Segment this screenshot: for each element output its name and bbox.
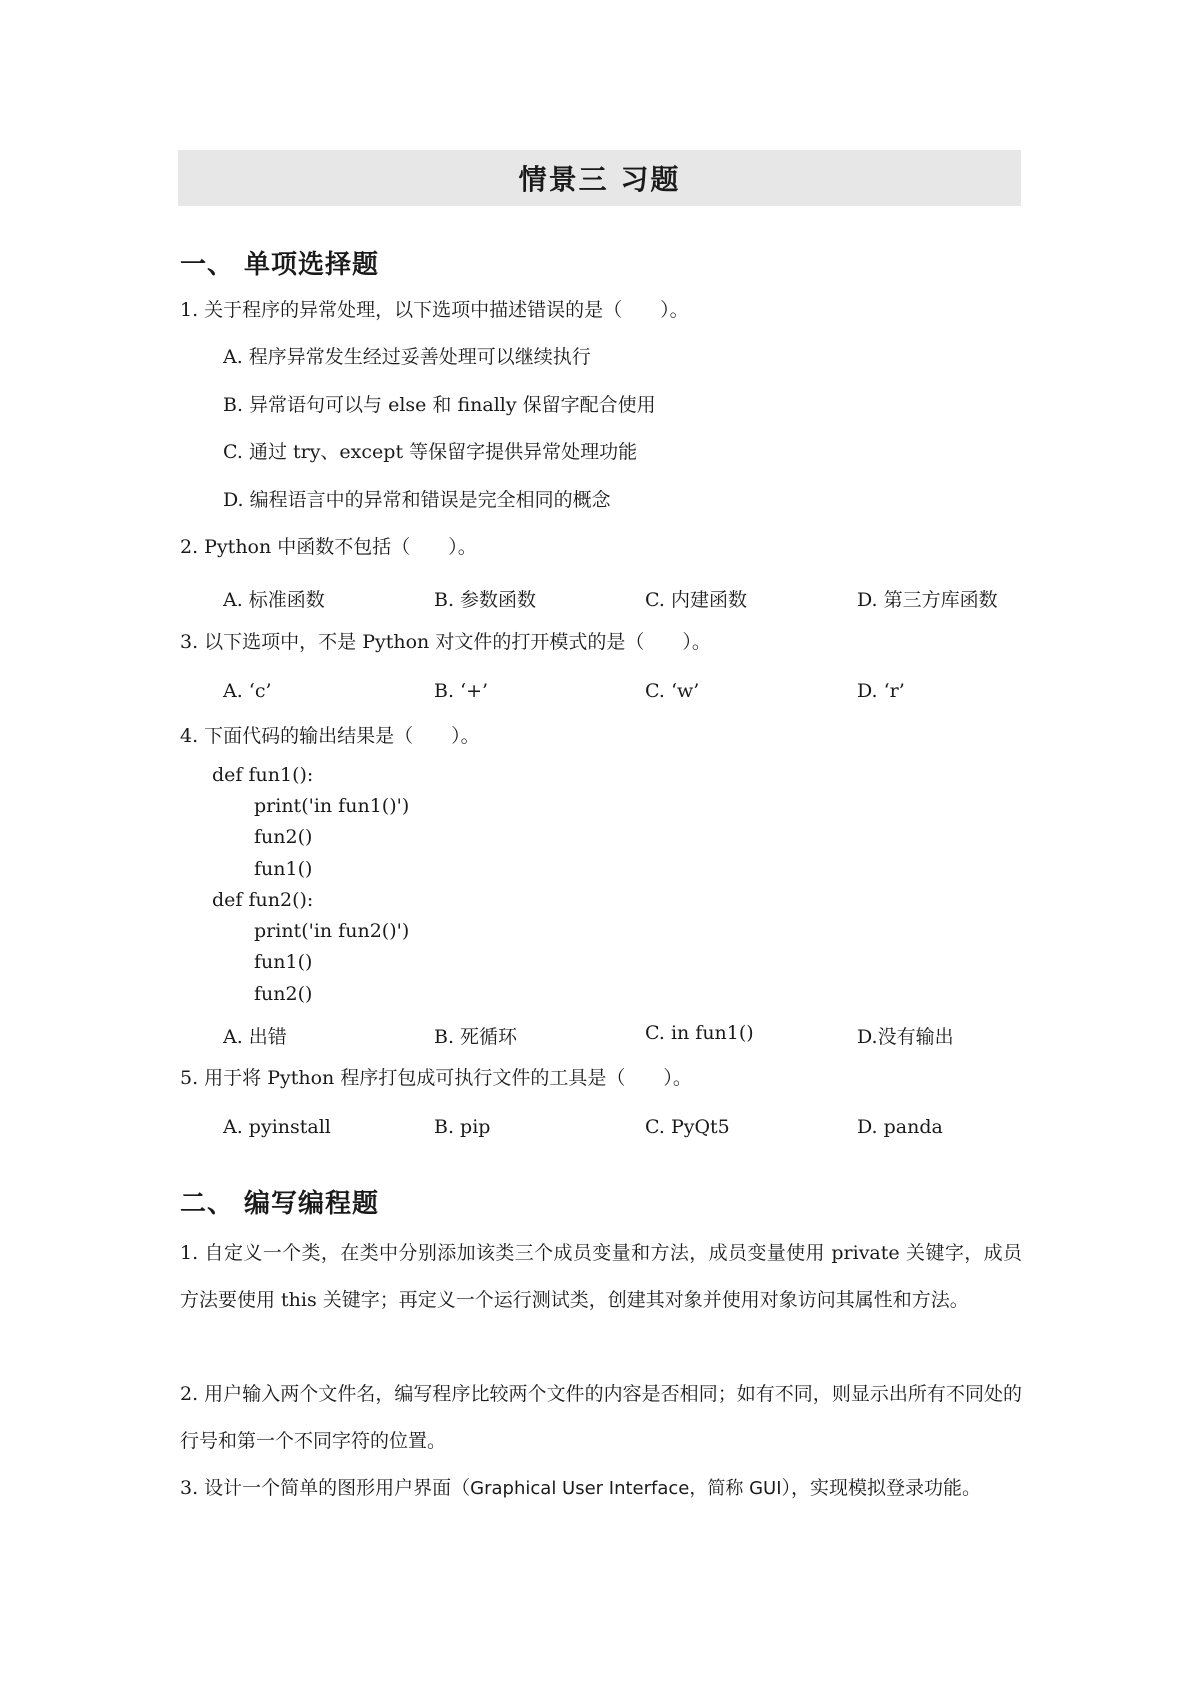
code-line-3: fun2() [254,826,313,848]
question-1-option-a: A. 程序异常发生经过妥善处理可以继续执行 [223,346,591,368]
question-1-option-d: D. 编程语言中的异常和错误是完全相同的概念 [223,489,611,511]
question-1-stem: 1. 关于程序的异常处理，以下选项中描述错误的是（ ）。 [180,299,689,321]
question-5-option-c: C. PyQt5 [645,1116,730,1138]
code-line-2: print('in fun1()') [254,795,410,817]
question-4-option-c: C. in fun1() [645,1022,754,1044]
question-4-option-b: B. 死循环 [434,1026,518,1048]
question-2-options [223,585,1023,609]
question-5-option-d: D. panda [857,1116,943,1138]
programming-question-2: 2. 用户输入两个文件名，编写程序比较两个文件的内容是否相同；如有不同，则显示出所有不同处的行号和第一个不同字符的位置。 [180,1383,1022,1452]
title-banner [178,150,1021,206]
question-2-option-a: A. 标准函数 [223,589,325,611]
question-4-option-d: D.没有输出 [857,1026,954,1048]
question-5-option-b: B. pip [434,1116,491,1138]
question-3-stem: 3. 以下选项中，不是 Python 对文件的打开模式的是（ ）。 [180,631,711,653]
question-2-option-b: B. 参数函数 [434,589,537,611]
question-2-stem: 2. Python 中函数不包括（ ）。 [180,536,477,558]
question-3-option-d: D. ‘r’ [857,680,905,702]
question-5-stem: 5. 用于将 Python 程序打包成可执行文件的工具是（ ）。 [180,1067,692,1089]
question-3-option-a: A. ‘c’ [223,680,272,702]
question-4-stem: 4. 下面代码的输出结果是（ ）。 [180,725,480,747]
question-3-option-b: B. ‘+’ [434,680,489,702]
programming-question-3-prefix: 3. 设计一个简单的图形用户界面（ [180,1477,471,1499]
gui-term: Graphical User Interface，简称 GUI [470,1478,782,1499]
code-line-5: def fun2(): [212,889,314,911]
code-line-1: def fun1(): [212,764,314,786]
question-5-option-a: A. pyinstall [223,1116,331,1138]
programming-question-1: 1. 自定义一个类，在类中分别添加该类三个成员变量和方法，成员变量使用 private 关键字，成员方法要使用 this 关键字；再定义一个运行测试类，创建其对象并使用对象访问其属性和方法。 [180,1242,1022,1311]
code-line-8: fun2() [254,983,313,1005]
question-3-options [223,680,1023,704]
question-1-option-b: B. 异常语句可以与 else 和 finally 保留字配合使用 [223,394,656,416]
code-line-4: fun1() [254,858,313,880]
section-heading-choice: 一、 单项选择题 [180,250,380,280]
code-line-6: print('in fun2()') [254,920,410,942]
page-title: 情景三 习题 [518,163,681,196]
question-4-options [223,1022,1023,1046]
question-2-option-d: D. 第三方库函数 [857,589,998,611]
question-4-option-a: A. 出错 [223,1026,287,1048]
question-2-option-c: C. 内建函数 [645,589,747,611]
question-3-option-c: C. ‘w’ [645,680,700,702]
question-5-options [223,1116,1023,1140]
programming-question-3-suffix: ），实现模拟登录功能。 [781,1477,982,1499]
section-heading-programming: 二、 编写编程题 [180,1189,380,1219]
programming-question-3 [180,1465,1022,1512]
question-1-option-c: C. 通过 try、except 等保留字提供异常处理功能 [223,441,638,463]
code-line-7: fun1() [254,951,313,973]
